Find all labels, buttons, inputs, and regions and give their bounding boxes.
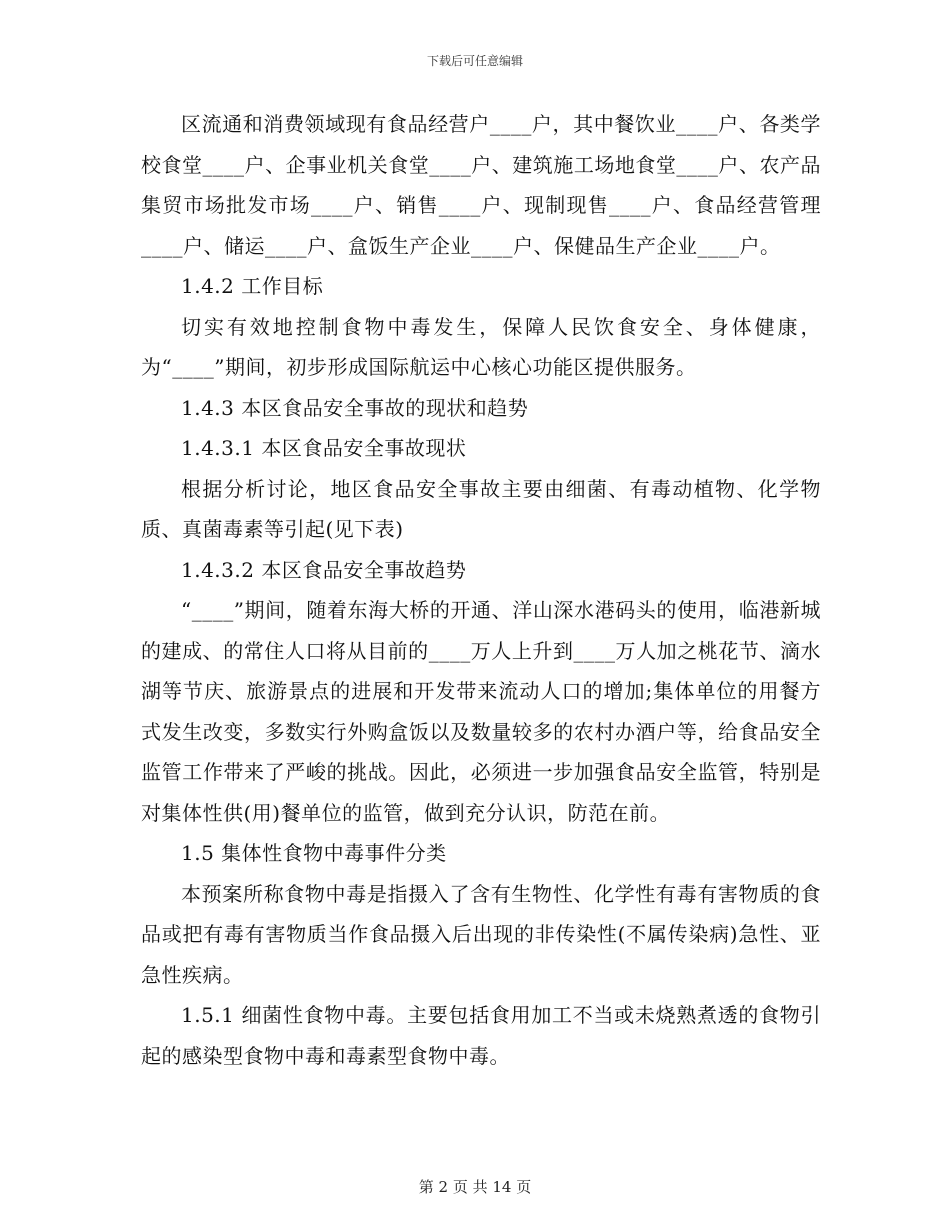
heading-current-status: 1.4.3.1 本区食品安全事故现状 <box>181 436 467 460</box>
document-body <box>141 104 821 1076</box>
heading-poisoning-classification: 1.5 集体性食物中毒事件分类 <box>181 841 447 865</box>
paragraph-poisoning-definition: 本预案所称食物中毒是指摄入了含有生物性、化学性有毒有害物质的食品或把有毒有害物质当作食品摄入后出现的非传染性(不属传染病)急性、亚急性疾病。 <box>141 881 821 987</box>
paragraph-trend: “____”期间，随着东海大桥的开通、洋山深水港码头的使用，临港新城的建成、的常住人口将从目前的____万人上升到____万人加之桃花节、滴水湖等节庆、旅游景点的进展和开发带来流动人口的增加;集体单位的用餐方式发生改变，多数实行外购盒饭以及数量较多的农村办酒户等，给食品安全监管工作带来了严峻的挑战。因此，必须进一步加强食品安全监管，特别是对集体性供(用)餐单位的监管，做到充分认识，防范在前。 <box>141 598 821 825</box>
paragraph-bacterial-poisoning: 1.5.1 细菌性食物中毒。主要包括食用加工不当或未烧熟煮透的食物引起的感染型食物中毒和毒素型食物中毒。 <box>141 1003 821 1068</box>
page-header: 下载后可任意编辑 <box>426 54 523 68</box>
page-number: 第 2 页 共 14 页 <box>418 1178 532 1196</box>
paragraph-food-operators: 区流通和消费领域现有食品经营户____户，其中餐饮业____户、各类学校食堂____户、企事业机关食堂____户、建筑施工场地食堂____户、农产品集贸市场批发市场____户、销售____户、现制现售____户、食品经营管理____户、储运____户、盒饭生产企业____户、保健品生产企业____户。 <box>141 112 821 258</box>
heading-trend: 1.4.3.2 本区食品安全事故趋势 <box>181 557 467 582</box>
paragraph-work-goals: 切实有效地控制食物中毒发生，保障人民饮食安全、身体健康，为“____”期间，初步形成国际航运中心核心功能区提供服务。 <box>141 314 821 379</box>
heading-work-goals: 1.4.2 工作目标 <box>181 274 324 298</box>
paragraph-current-status: 根据分析讨论，地区食品安全事故主要由细菌、有毒动植物、化学物质、真菌毒素等引起(见下表) <box>141 476 821 541</box>
heading-status-and-trend: 1.4.3 本区食品安全事故的现状和趋势 <box>181 395 529 420</box>
